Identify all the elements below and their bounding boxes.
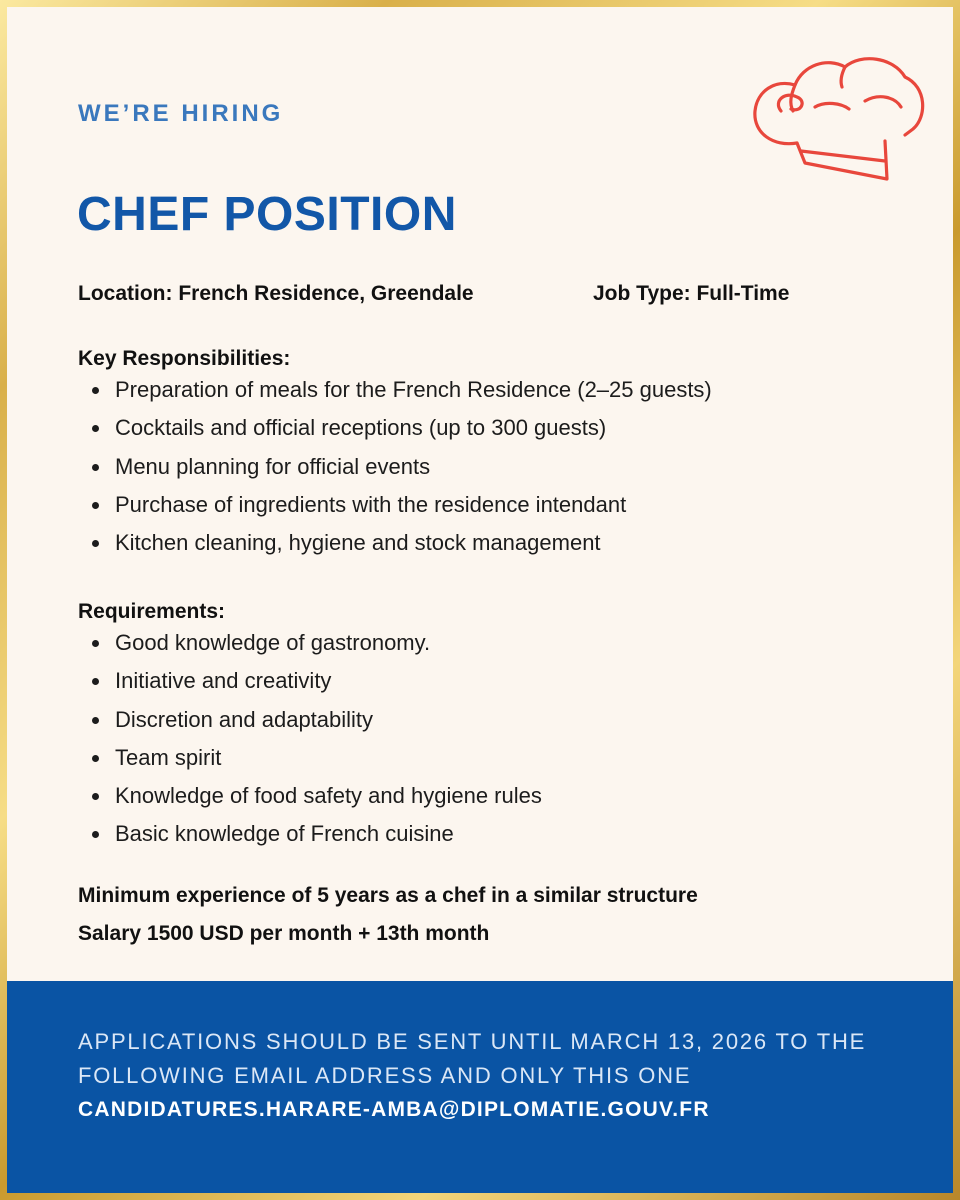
list-item: Preparation of meals for the French Residence (2–25 guests) xyxy=(78,371,712,409)
list-item: Purchase of ingredients with the residence intendant xyxy=(78,486,712,524)
job-posting-card xyxy=(7,7,953,1193)
hiring-eyebrow: WE’RE HIRING xyxy=(78,100,284,127)
list-item: Kitchen cleaning, hygiene and stock management xyxy=(78,524,712,562)
list-item: Basic knowledge of French cuisine xyxy=(78,815,542,853)
list-item: Knowledge of food safety and hygiene rules xyxy=(78,777,542,815)
application-footer xyxy=(7,981,953,1193)
list-item: Good knowledge of gastronomy. xyxy=(78,624,542,662)
list-item: Team spirit xyxy=(78,739,542,777)
location-label: Location: French Residence, Greendale xyxy=(78,282,474,305)
application-instructions-line-1: APPLICATIONS SHOULD BE SENT UNTIL MARCH 13, 2026 TO THE xyxy=(78,1029,867,1054)
list-item: Menu planning for official events xyxy=(78,448,712,486)
page-title: CHEF POSITION xyxy=(77,188,457,241)
list-item: Discretion and adaptability xyxy=(78,701,542,739)
requirements-heading: Requirements: xyxy=(78,600,226,623)
application-email: CANDIDATURES.HARARE-AMBA@DIPLOMATIE.GOUV.FR xyxy=(78,1098,710,1121)
list-item: Initiative and creativity xyxy=(78,662,542,700)
experience-requirement: Minimum experience of 5 years as a chef in a similar structure xyxy=(78,884,698,907)
responsibilities-list xyxy=(78,371,712,562)
salary-info: Salary 1500 USD per month + 13th month xyxy=(78,922,490,945)
requirements-list xyxy=(78,624,542,854)
chef-hat-icon xyxy=(745,51,927,181)
job-type-label: Job Type: Full-Time xyxy=(593,282,790,305)
application-instructions-line-2: FOLLOWING EMAIL ADDRESS AND ONLY THIS ONE xyxy=(78,1063,692,1088)
list-item: Cocktails and official receptions (up to 300 guests) xyxy=(78,409,712,447)
responsibilities-heading: Key Responsibilities: xyxy=(78,347,291,370)
